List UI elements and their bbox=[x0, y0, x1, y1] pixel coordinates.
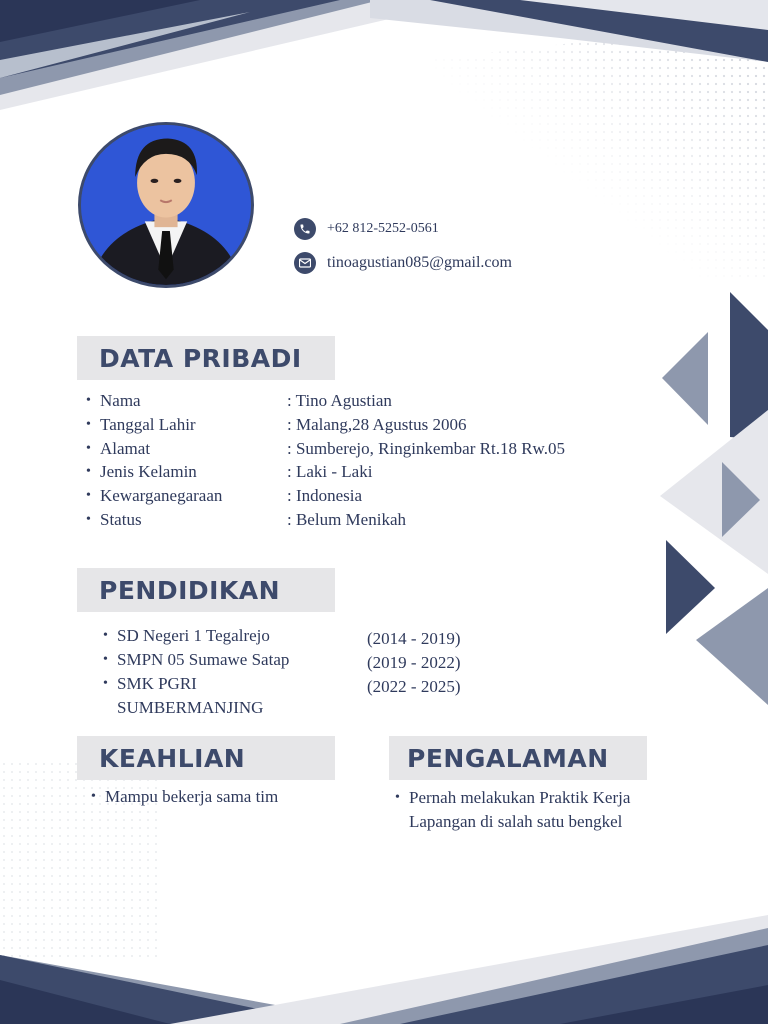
experience-list bbox=[395, 786, 685, 834]
section-title-keahlian: KEAHLIAN bbox=[77, 736, 335, 780]
education-years: (2022 - 2025) bbox=[367, 677, 461, 696]
section-title-pendidikan: PENDIDIKAN bbox=[77, 568, 335, 612]
row-label: Kewarganegaraan bbox=[100, 486, 223, 506]
row-label: Nama bbox=[100, 391, 141, 410]
person-portrait-icon bbox=[81, 125, 251, 285]
row-value: : Sumberejo, Ringinkembar Rt.18 Rw.05 bbox=[287, 438, 565, 458]
skill-item: • Mampu bekerja sama tim bbox=[91, 785, 351, 809]
row-value: : Tino Agustian bbox=[287, 391, 392, 410]
row-value: : Malang,28 Agustus 2006 bbox=[287, 414, 467, 434]
row-value: : Belum Menikah bbox=[287, 509, 406, 529]
email-address: tinoagustian085@gmail.com bbox=[327, 254, 512, 271]
education-list bbox=[103, 624, 403, 720]
contact-email bbox=[294, 252, 512, 274]
education-school: • SMK PGRI SUMBERMANJING bbox=[103, 672, 317, 720]
row-value: : Laki - Laki bbox=[287, 462, 373, 482]
contact-phone bbox=[294, 218, 439, 240]
section-title-data-pribadi: DATA PRIBADI bbox=[77, 336, 335, 380]
education-school: • SD Negeri 1 Tegalrejo bbox=[103, 624, 403, 648]
education-years: (2014 - 2019) bbox=[367, 629, 461, 648]
row-label: Tanggal Lahir bbox=[100, 414, 196, 434]
row-label: Jenis Kelamin bbox=[100, 462, 197, 482]
row-value: : Indonesia bbox=[287, 486, 363, 506]
mail-icon bbox=[294, 252, 316, 274]
education-school: • SMPN 05 Sumawe Satap bbox=[103, 648, 403, 672]
education-years: (2019 - 2022) bbox=[367, 653, 461, 672]
row-label: Status bbox=[100, 509, 142, 529]
profile-photo bbox=[78, 122, 254, 288]
row-label: Alamat bbox=[100, 438, 151, 458]
skills-list bbox=[91, 785, 351, 809]
section-title-pengalaman: PENGALAMAN bbox=[389, 736, 647, 780]
education-years-list bbox=[367, 627, 460, 699]
experience-item: • Pernah melakukan Praktik Kerja Lapangan di salah satu bengkel bbox=[395, 786, 685, 834]
phone-number: +62 812-5252-0561 bbox=[327, 221, 439, 236]
phone-icon bbox=[294, 218, 316, 240]
